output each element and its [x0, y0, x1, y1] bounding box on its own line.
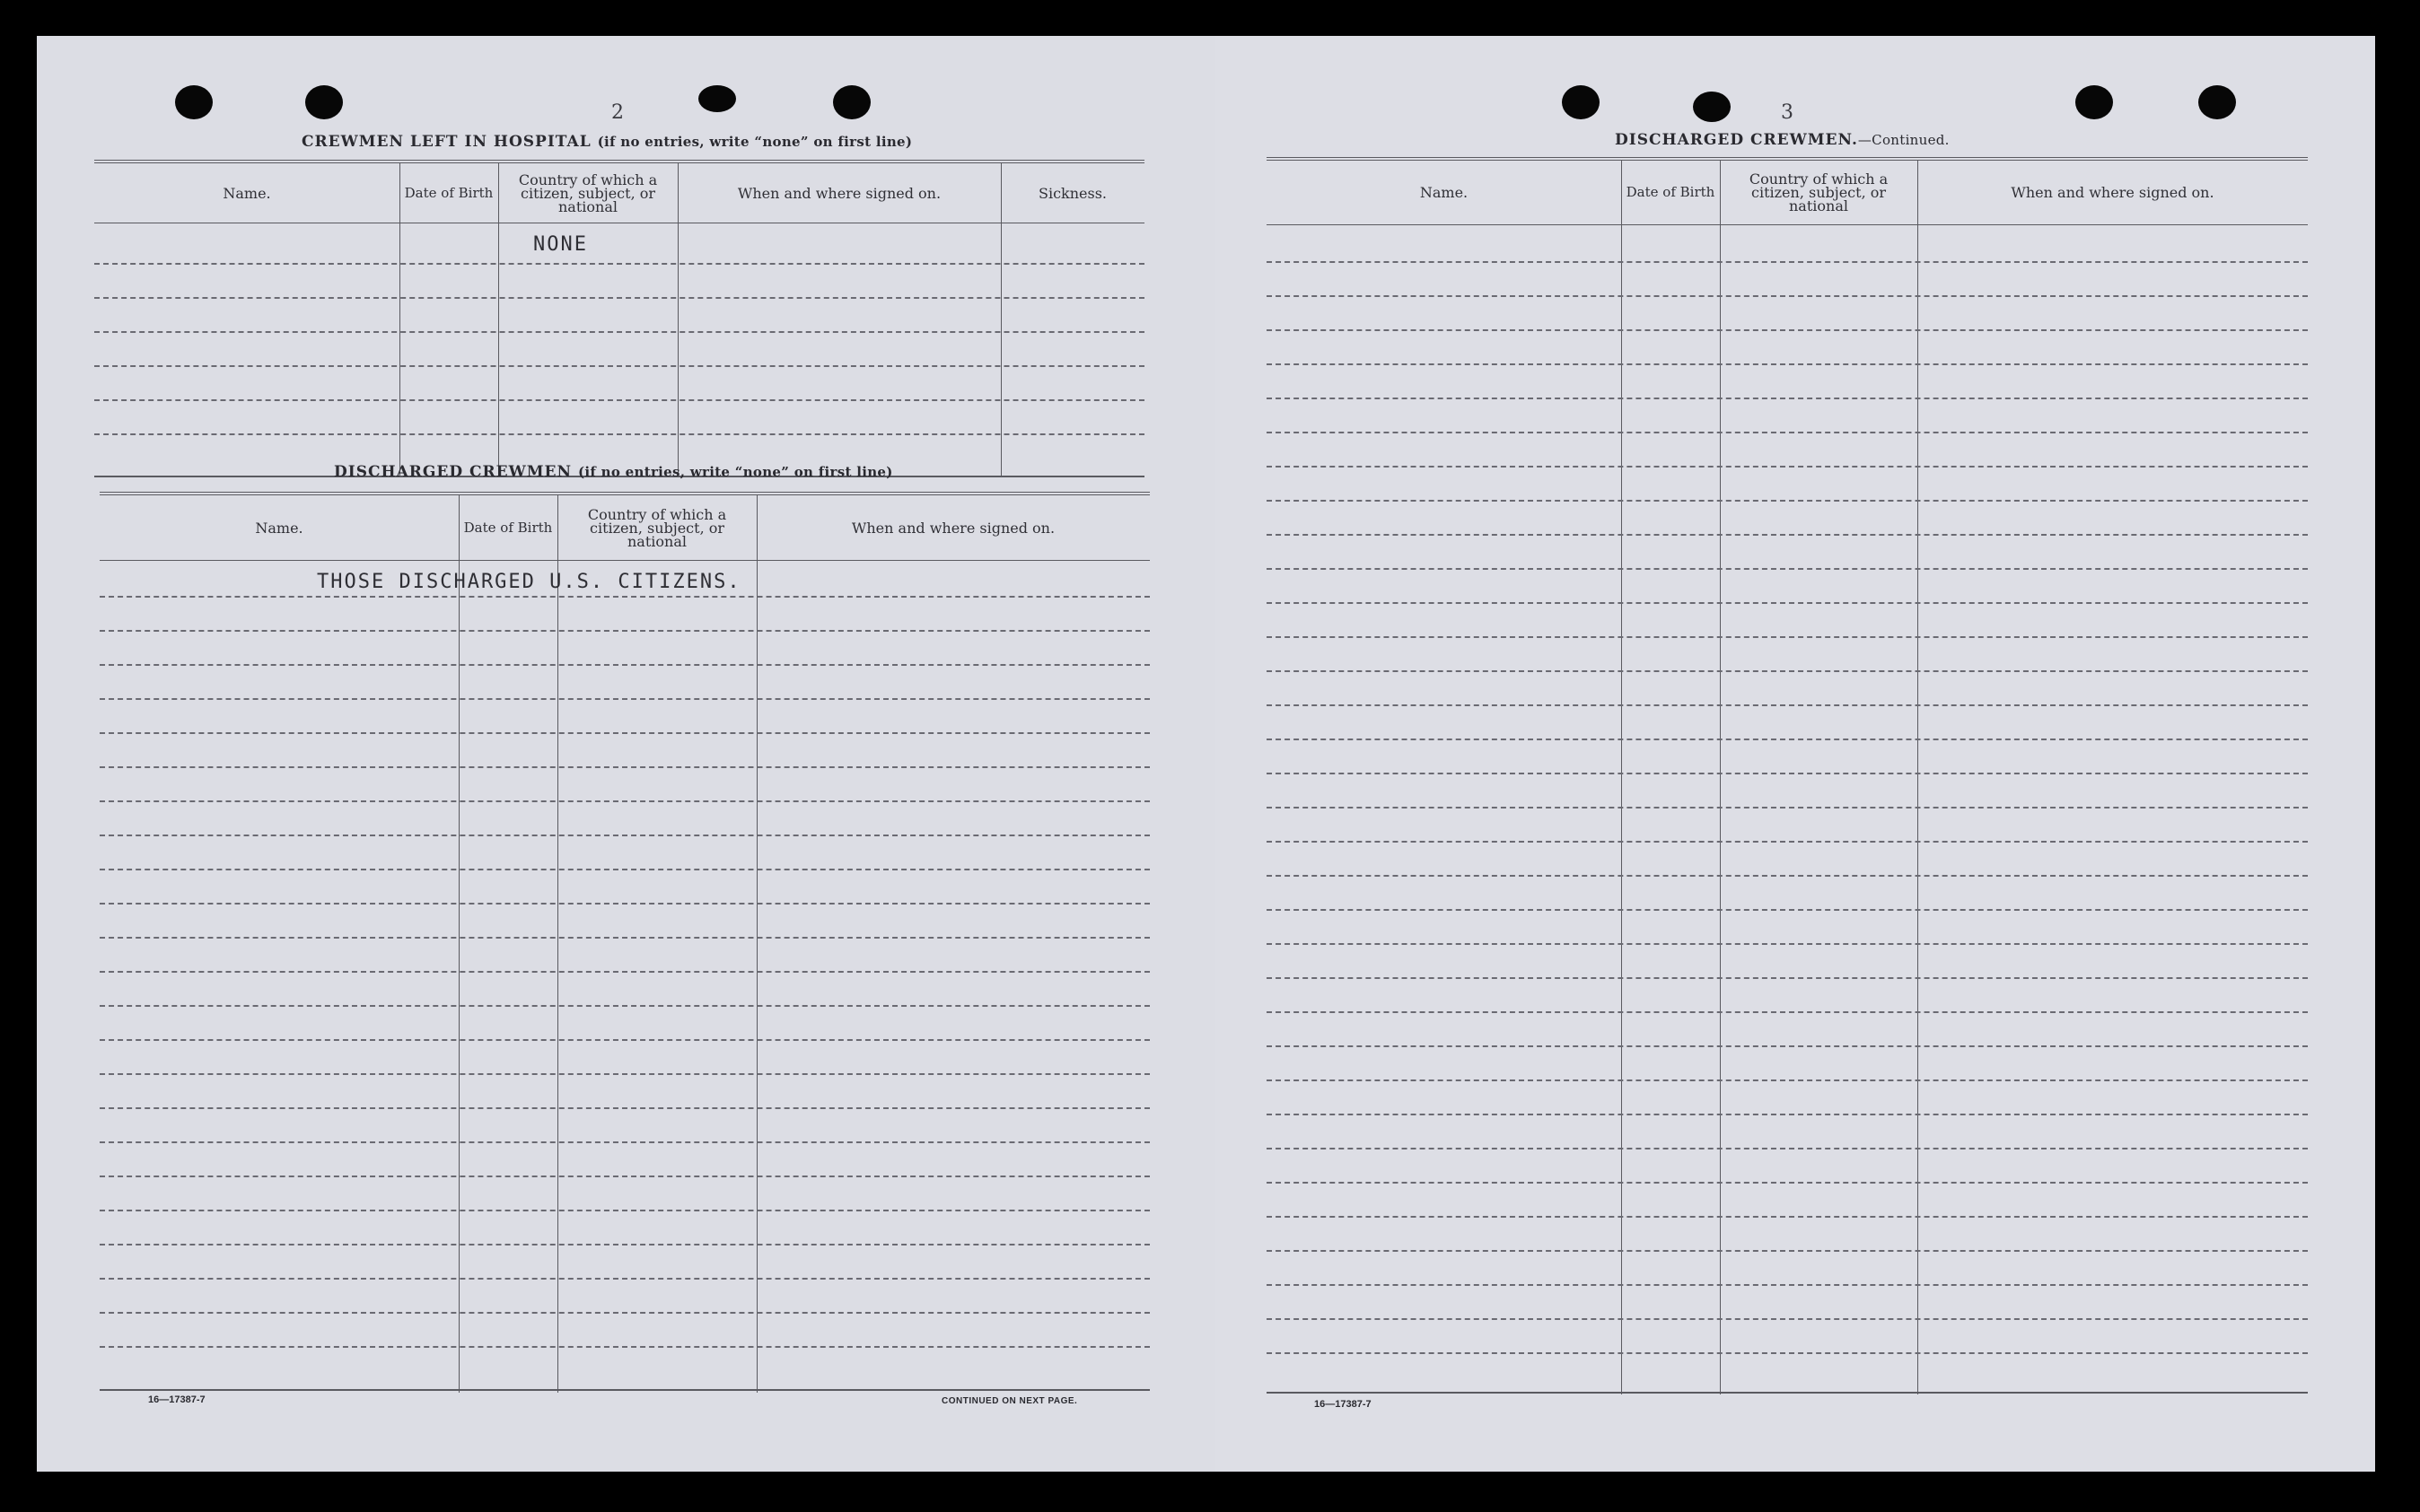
- column-divider: [1917, 161, 1918, 1394]
- entry-line: [100, 1312, 1150, 1314]
- entry-line: [1267, 329, 2308, 331]
- entry-line: [100, 732, 1150, 734]
- col-header-signed-on: When and where signed on.: [851, 519, 1056, 537]
- entry-line: [1267, 1045, 2308, 1047]
- entry-line: [100, 1176, 1150, 1177]
- entry-line: [100, 766, 1150, 768]
- col-header-sickness: Sickness.: [1038, 184, 1107, 202]
- hospital-typed-entry: NONE: [533, 233, 588, 256]
- punch-hole: [2198, 85, 2236, 119]
- page-number: 2: [611, 101, 624, 124]
- col-header-signed-on: When and where signed on.: [2011, 184, 2214, 201]
- entry-line: [1267, 1148, 2308, 1149]
- entry-line: [1267, 704, 2308, 706]
- col-header-country: Country of which a citizen, subject, or national: [1749, 170, 1889, 214]
- entry-line: [1267, 432, 2308, 433]
- punch-hole: [833, 85, 871, 119]
- discharged-section-title: DISCHARGED CREWMEN (if no entries, write “none” on first line): [334, 463, 893, 481]
- punch-hole: [305, 85, 343, 119]
- col-header-name: Name.: [255, 519, 303, 537]
- entry-line: [1267, 602, 2308, 604]
- col-header-name: Name.: [223, 184, 271, 202]
- entry-line: [94, 365, 1144, 367]
- entry-line: [100, 1244, 1150, 1245]
- entry-line: [100, 1278, 1150, 1280]
- entry-line: [1267, 875, 2308, 877]
- entry-line: [100, 630, 1150, 632]
- entry-line: [100, 1210, 1150, 1211]
- entry-line: [100, 800, 1150, 802]
- entry-line: [100, 1039, 1150, 1041]
- column-divider: [399, 163, 400, 477]
- entry-line: [1267, 670, 2308, 672]
- col-header-dob: Date of Birth: [1626, 184, 1715, 200]
- entry-line: [1267, 1114, 2308, 1115]
- entry-line: [1267, 1216, 2308, 1218]
- table-header: [94, 163, 1144, 223]
- col-header-dob: Date of Birth: [463, 519, 553, 536]
- table-header: [1267, 161, 2308, 225]
- table-bottom-rule: [1267, 1392, 2308, 1394]
- entry-line: [100, 869, 1150, 870]
- col-header-country: Country of which a citizen, subject, or national: [518, 170, 658, 215]
- table-bottom-rule: [100, 1389, 1150, 1391]
- entry-line: [94, 433, 1144, 435]
- entry-line: [100, 937, 1150, 939]
- discharged-typed-entry: THOSE DISCHARGED U.S. CITIZENS.: [317, 571, 741, 593]
- entry-line: [100, 971, 1150, 973]
- punch-hole: [1562, 85, 1600, 119]
- entry-line: [1267, 909, 2308, 911]
- entry-line: [100, 835, 1150, 836]
- entry-line: [1267, 739, 2308, 740]
- column-divider: [678, 163, 679, 477]
- hospital-table: [94, 160, 1144, 477]
- punch-hole: [1693, 92, 1731, 122]
- column-divider: [498, 163, 499, 477]
- col-header-signed-on: When and where signed on.: [737, 184, 942, 202]
- entry-line: [1267, 534, 2308, 536]
- left-page: [37, 36, 1215, 1472]
- column-divider: [1720, 161, 1721, 1394]
- entry-line: [94, 331, 1144, 333]
- entry-line: [100, 1107, 1150, 1109]
- entry-line: [1267, 500, 2308, 502]
- form-code: 16—17387-7: [148, 1394, 206, 1405]
- entry-line: [100, 1141, 1150, 1143]
- entry-line: [1267, 466, 2308, 468]
- entry-line: [1267, 1352, 2308, 1354]
- table-header: [100, 495, 1150, 561]
- entry-line: [1267, 295, 2308, 297]
- entry-line: [1267, 807, 2308, 808]
- right-page: [1215, 36, 2375, 1472]
- entry-line: [1267, 568, 2308, 570]
- hospital-section-title: CREWMEN LEFT IN HOSPITAL (if no entries, write “none” on first line): [302, 133, 913, 151]
- entry-line: [1267, 1079, 2308, 1081]
- entry-line: [1267, 1284, 2308, 1286]
- entry-line: [1267, 977, 2308, 979]
- entry-line: [100, 903, 1150, 905]
- page-number: 3: [1781, 101, 1793, 124]
- punch-hole: [175, 85, 213, 119]
- entry-line: [100, 1346, 1150, 1348]
- entry-line: [100, 664, 1150, 666]
- col-header-dob: Date of Birth: [404, 184, 494, 201]
- col-header-country: Country of which a citizen, subject, or national: [587, 505, 727, 550]
- entry-line: [94, 297, 1144, 299]
- entry-line: [100, 1005, 1150, 1007]
- entry-line: [100, 596, 1150, 598]
- continued-note: CONTINUED ON NEXT PAGE.: [942, 1396, 1078, 1406]
- discharged-continued-title: DISCHARGED CREWMEN.—Continued.: [1615, 131, 1950, 149]
- entry-line: [1267, 1318, 2308, 1320]
- form-code: 16—17387-7: [1314, 1399, 1372, 1410]
- punch-hole: [2075, 85, 2113, 119]
- entry-line: [1267, 398, 2308, 399]
- column-divider: [1001, 163, 1002, 477]
- discharged-continued-table: [1267, 157, 2308, 1394]
- entry-line: [1267, 1182, 2308, 1184]
- entry-line: [100, 1073, 1150, 1075]
- entry-line: [1267, 636, 2308, 638]
- entry-line: [1267, 773, 2308, 774]
- column-divider: [1621, 161, 1622, 1394]
- punch-hole: [698, 85, 736, 112]
- entry-line: [1267, 841, 2308, 843]
- entry-line: [94, 399, 1144, 401]
- discharged-table: [100, 492, 1150, 1393]
- entry-line: [1267, 1011, 2308, 1013]
- entry-line: [1267, 1250, 2308, 1252]
- entry-line: [100, 698, 1150, 700]
- entry-line: [94, 263, 1144, 265]
- entry-line: [1267, 261, 2308, 263]
- entry-line: [1267, 363, 2308, 365]
- col-header-name: Name.: [1419, 184, 1469, 201]
- entry-line: [1267, 943, 2308, 945]
